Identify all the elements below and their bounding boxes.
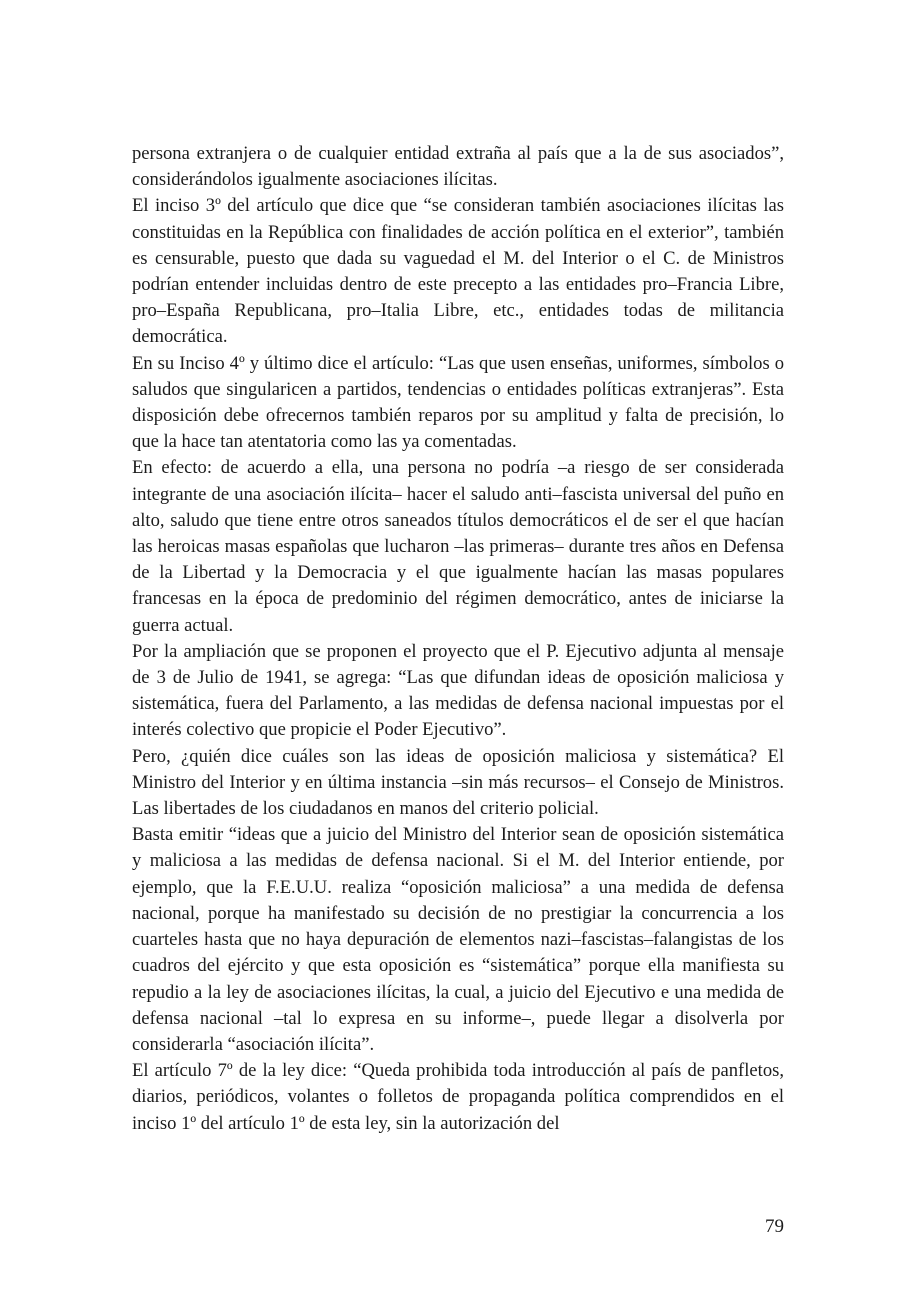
paragraph: El artículo 7º de la ley dice: “Queda prohibida toda introducción al país de panfletos, diarios, periódicos, volantes o folletos de propaganda política comprendidos en el inciso 1º del artículo 1º de esta ley, sin la autorización del: [132, 1060, 784, 1134]
paragraph: El inciso 3º del artículo que dice que “se consideran también asociaciones ilícitas las constituidas en la República con finalidades de acción política en el exterior”, también es censurable, puesto que dada su vaguedad el M. del Interior o el C. de Ministros podrían entender incluidas dentro de este precepto a las entidades pro–Francia Libre, pro–España Republicana, pro–Italia Libre, etc., entidades todas de militancia democrática.: [132, 195, 784, 348]
paragraph: En efecto: de acuerdo a ella, una persona no podría –a riesgo de ser considerada integrante de una asociación ilícita– hacer el saludo anti–fascista universal del puño en alto, saludo que tiene entre otros saneados títulos democráticos el de ser el que hacían las heroicas masas españolas que lucharon –las primeras– durante tres años en Defensa de la Libertad y la Democracia y el que igualmente hacían las masas populares francesas en la época de predominio del régimen democrático, antes de iniciarse la guerra actual.: [132, 457, 784, 636]
body-text: [132, 141, 784, 1137]
paragraph: Por la ampliación que se proponen el proyecto que el P. Ejecutivo adjunta al mensaje de 3 de Julio de 1941, se agrega: “Las que difundan ideas de oposición maliciosa y sistemática, fuera del Parlamento, a las medidas de defensa nacional impuestas por el interés colectivo que propicie el Poder Ejecutivo”.: [132, 640, 784, 741]
paragraph: En su Inciso 4º y último dice el artículo: “Las que usen enseñas, uniformes, símbolos o saludos que singularicen a partidos, tendencias o entidades políticas extranjeras”. Esta disposición debe ofrecernos también reparos por su amplitud y falta de precisión, lo que la hace tan atentatoria como las ya comentadas.: [132, 352, 784, 453]
paragraph: Basta emitir “ideas que a juicio del Ministro del Interior sean de oposición sistemática y maliciosa a las medidas de defensa nacional. Si el M. del Interior entiende, por ejemplo, que la F.E.U.U. realiza “oposición maliciosa” a una medida de defensa nacional, porque ha manifestado su decisión de no prestigiar la concurrencia a los cuarteles hasta que no haya depuración de elementos nazi–fascistas–falangistas de los cuadros del ejército y que esta oposición es “sistemática” porque ella manifiesta su repudio a la ley de asociaciones ilícitas, la cual, a juicio del Ejecutivo e una medida de defensa nacional –tal lo expresa en su informe–, puede llegar a disolverla por considerarla “asociación ilícita”.: [132, 824, 784, 1055]
paragraph: Pero, ¿quién dice cuáles son las ideas de oposición maliciosa y sistemática? El Ministro del Interior y en última instancia –sin más recursos– el Consejo de Ministros. Las libertades de los ciudadanos en manos del criterio policial.: [132, 745, 784, 820]
page-number: 79: [765, 1216, 784, 1237]
paragraph: persona extranjera o de cualquier entidad extraña al país que a la de sus asociados”, considerándolos igualmente asociaciones ilícitas.: [132, 143, 784, 191]
